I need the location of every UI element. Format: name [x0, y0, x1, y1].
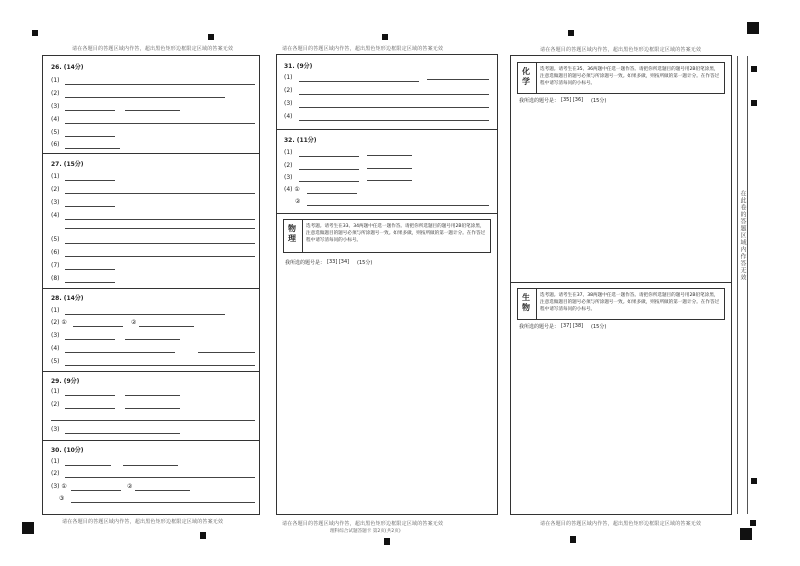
q32-label: ② [295, 198, 301, 205]
subject-label-physics: 物理 [288, 224, 296, 243]
answer-panel-2 [276, 54, 498, 515]
q27-label: (7) [51, 262, 60, 269]
q32-label: (1) [284, 149, 293, 156]
chemistry-elective-header [517, 62, 725, 94]
registration-mark [751, 478, 757, 484]
q32-answer-line[interactable] [367, 180, 412, 181]
registration-mark [740, 528, 752, 540]
top-banner: 请在各题目的答题区域内作答，超出黑色矩形边框限定区域的答案无效 [282, 46, 444, 52]
biology-elective-header [517, 288, 725, 320]
q26-answer-line[interactable] [125, 110, 180, 111]
q26-answer-line[interactable] [65, 110, 115, 111]
chemistry-instruction: 选考题。请考生在35、36两题中任选一题作答。请把你所选题目的题号用2B铅笔涂黑，注意选做题目的题号必须与所涂题号一致。如果多做，则按所做的第一题计分。在作答过程中请写清每问的小标号。 [540, 67, 720, 86]
section-divider [43, 153, 259, 154]
q30-answer-line[interactable] [65, 465, 111, 466]
q32-answer-line[interactable] [367, 168, 412, 169]
q27-answer-line[interactable] [65, 256, 255, 257]
physics-choice-label: 我所选的题号是： [285, 260, 326, 266]
section-divider [43, 371, 259, 372]
q30-label: ③ [59, 495, 65, 502]
q26-label: (2) [51, 90, 60, 97]
biology-points: (15分) [591, 324, 607, 330]
registration-mark [384, 538, 390, 545]
q31-label: (1) [284, 74, 293, 81]
q32-answer-line[interactable] [299, 156, 359, 157]
q27-label: (6) [51, 249, 60, 256]
q26-answer-line[interactable] [65, 136, 115, 137]
q27-answer-line[interactable] [65, 180, 115, 181]
question-29-title: 29. (9分) [51, 378, 80, 385]
q28-label: (2) ① [51, 319, 67, 326]
q29-answer-line[interactable] [125, 408, 180, 409]
section-divider [43, 288, 259, 289]
q26-label: (4) [51, 116, 60, 123]
q26-answer-line[interactable] [65, 123, 255, 124]
q27-answer-line[interactable] [65, 219, 255, 220]
q31-answer-line[interactable] [299, 120, 489, 121]
q29-answer-line[interactable] [65, 433, 180, 434]
chemistry-points: (15分) [591, 98, 607, 104]
registration-mark [200, 532, 206, 539]
registration-mark [750, 520, 756, 526]
q28-label: (5) [51, 358, 60, 365]
chemistry-choice-options[interactable]: [35] [36] [561, 97, 584, 103]
question-30-title: 30. (10分) [51, 447, 84, 454]
q26-answer-line[interactable] [65, 148, 120, 149]
q30-answer-line[interactable] [71, 490, 121, 491]
q31-label: (3) [284, 100, 293, 107]
q30-label: (3) ① [51, 483, 67, 490]
question-28-title: 28. (14分) [51, 295, 84, 302]
q27-label: (4) [51, 212, 60, 219]
q31-label: (2) [284, 87, 293, 94]
q28-answer-line[interactable] [125, 339, 180, 340]
registration-mark [32, 30, 38, 36]
physics-elective-header [283, 219, 491, 253]
subject-label-chemistry: 化学 [522, 67, 530, 86]
biology-choice-options[interactable]: [37] [38] [561, 323, 584, 329]
q30-label: ② [127, 483, 133, 490]
q27-label: (5) [51, 236, 60, 243]
q26-answer-line[interactable] [65, 97, 225, 98]
question-32-title: 32. (11分) [284, 137, 317, 144]
q28-answer-line[interactable] [139, 326, 194, 327]
q28-answer-line[interactable] [73, 326, 123, 327]
section-divider [277, 129, 497, 130]
registration-mark [751, 66, 757, 72]
top-banner: 请在各题目的答题区域内作答，超出黑色矩形边框限定区域的答案无效 [72, 46, 234, 52]
biology-choice-label: 我所选的题号是： [519, 324, 560, 330]
q27-label: (3) [51, 199, 60, 206]
q30-answer-line[interactable] [65, 477, 255, 478]
q29-answer-line[interactable] [65, 395, 115, 396]
q29-label: (3) [51, 426, 60, 433]
section-divider [511, 282, 731, 283]
section-divider [43, 440, 259, 441]
q32-answer-line[interactable] [307, 205, 489, 206]
q32-label: (2) [284, 162, 293, 169]
margin-strip [737, 56, 748, 514]
q27-answer-line[interactable] [65, 193, 255, 194]
q26-label: (1) [51, 77, 60, 84]
q32-label: (4) ① [284, 186, 300, 193]
q32-label: (3) [284, 174, 293, 181]
biology-instruction: 选考题。请考生在37、38两题中任选一题作答。请把你所选题目的题号用2B铅笔涂黑，注意选做题目的题号必须与所涂题号一致。如果多做，则按所做的第一题计分。在作答过程中请写清每问的小标号。 [540, 293, 720, 312]
q26-answer-line[interactable] [65, 84, 255, 85]
q28-answer-line[interactable] [65, 352, 175, 353]
chemistry-choice-label: 我所选的题号是： [519, 98, 560, 104]
q29-label: (2) [51, 401, 60, 408]
q27-label: (1) [51, 173, 60, 180]
q31-answer-line[interactable] [299, 81, 419, 82]
subject-label-biology: 生物 [522, 293, 530, 312]
q29-label: (1) [51, 388, 60, 395]
q32-answer-line[interactable] [307, 193, 357, 194]
bottom-banner: 请在各题目的答题区域内作答，超出黑色矩形边框限定区域的答案无效 [282, 521, 444, 527]
q29-answer-line[interactable] [51, 420, 255, 421]
q30-answer-line[interactable] [123, 465, 178, 466]
top-banner: 请在各题目的答题区域内作答，超出黑色矩形边框限定区域的答案无效 [540, 47, 702, 53]
q28-label: (3) [51, 332, 60, 339]
q26-label: (6) [51, 141, 60, 148]
physics-points: (15分) [357, 260, 373, 266]
registration-mark [568, 30, 574, 36]
q30-answer-line[interactable] [71, 502, 255, 503]
q28-answer-line[interactable] [65, 339, 115, 340]
q27-answer-line[interactable] [65, 206, 115, 207]
q28-label: ② [131, 319, 137, 326]
q31-answer-line[interactable] [299, 107, 489, 108]
physics-instruction: 选考题。请考生在33、34两题中任选一题作答。请把你所选题目的题号用2B铅笔涂黑，注意选做题目的题号必须与所涂题号一致。如果多做，则按所做的第一题计分。在作答过程中请写清每问的小标号。 [306, 224, 486, 243]
registration-mark [570, 536, 576, 543]
q26-label: (3) [51, 103, 60, 110]
registration-mark [751, 100, 757, 106]
q30-label: (1) [51, 458, 60, 465]
section-divider [277, 213, 497, 214]
question-31-title: 31. (9分) [284, 63, 313, 70]
physics-choice-options[interactable]: [33] [34] [327, 259, 350, 265]
bottom-banner: 请在各题目的答题区域内作答，超出黑色矩形边框限定区域的答案无效 [62, 519, 224, 525]
registration-mark [22, 522, 34, 534]
q31-label: (4) [284, 113, 293, 120]
q32-answer-line[interactable] [299, 181, 359, 182]
registration-mark [382, 34, 388, 40]
q31-answer-line[interactable] [299, 94, 489, 95]
answer-panel-3 [510, 55, 732, 515]
bottom-banner: 请在各题目的答题区域内作答，超出黑色矩形边框限定区域的答案无效 [540, 521, 702, 527]
answer-panel-1 [42, 55, 260, 515]
q28-answer-line[interactable] [198, 352, 255, 353]
q31-answer-line[interactable] [427, 79, 489, 80]
q27-answer-line[interactable] [65, 269, 115, 270]
registration-mark [747, 22, 759, 34]
q28-answer-line[interactable] [65, 365, 255, 366]
q28-answer-line[interactable] [65, 314, 225, 315]
q27-label: (8) [51, 275, 60, 282]
registration-mark [208, 34, 214, 40]
q28-label: (4) [51, 345, 60, 352]
question-27-title: 27. (15分) [51, 161, 84, 168]
q28-label: (1) [51, 307, 60, 314]
q32-answer-line[interactable] [367, 155, 412, 156]
q27-label: (2) [51, 186, 60, 193]
q30-label: (2) [51, 470, 60, 477]
margin-warning-text: 在此卷的答题区域内作答无效 [739, 190, 746, 281]
q27-answer-line[interactable] [65, 228, 255, 229]
page-footer: 理科综合试题答题卡 第2页(共2页) [330, 529, 401, 534]
q27-answer-line[interactable] [65, 243, 255, 244]
q32-answer-line[interactable] [299, 169, 359, 170]
q27-answer-line[interactable] [65, 282, 115, 283]
q30-answer-line[interactable] [135, 490, 190, 491]
question-26-title: 26. (14分) [51, 64, 84, 71]
q29-answer-line[interactable] [125, 395, 180, 396]
q29-answer-line[interactable] [65, 408, 115, 409]
q26-label: (5) [51, 129, 60, 136]
